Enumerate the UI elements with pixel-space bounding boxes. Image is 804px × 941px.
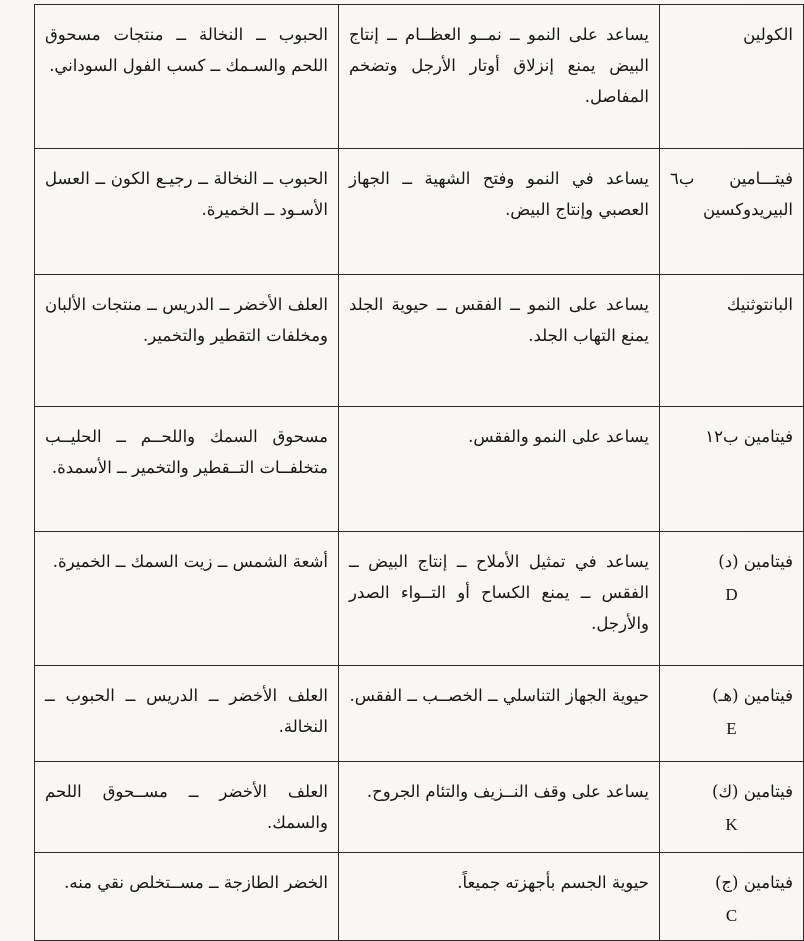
vitamin-name: فيتامين (ك) K	[660, 762, 804, 853]
vitamin-latin-letter: D	[725, 585, 738, 604]
vitamin-sources: العلف الأخضر ــ الدريس ــ الحبوب ــ النخالة.	[35, 666, 339, 762]
vitamin-function: يساعد على النمو ــ نمــو العظــام ــ إنتاج البيض يمنع إنزلاق أوتار الأرجل وتضخم المفاصل.	[339, 5, 660, 149]
vitamin-name: فيتامين ب١٢	[660, 407, 804, 532]
vitamin-sources: أشعة الشمس ــ زيت السمك ــ الخميرة.	[35, 532, 339, 666]
table-row	[35, 532, 804, 666]
vitamin-function: يساعد في تمثيل الأملاح ــ إنتاج البيض ــ الفقس ــ يمنع الكساح أو التــواء الصدر والأرجل.	[339, 532, 660, 666]
vitamin-sources: الحبوب ــ النخالة ــ رجيـع الكون ــ العسل الأسـود ــ الخميرة.	[35, 149, 339, 275]
table-row	[35, 666, 804, 762]
vitamin-name: فيتامين (هـ) E	[660, 666, 804, 762]
vitamin-function: يساعد على وقف النــزيف والتئام الجروح.	[339, 762, 660, 853]
vitamin-sources: الحبوب ــ النخالة ــ منتجات مسحوق اللحم والسـمك ــ كسب الفول السوداني.	[35, 5, 339, 149]
vitamin-function: حيوية الجهاز التناسلي ــ الخصــب ــ الفقس.	[339, 666, 660, 762]
vitamin-table	[34, 4, 804, 941]
vitamin-name: الكولين	[660, 5, 804, 149]
vitamin-name: البانتوثنيك	[660, 275, 804, 407]
vitamin-function: يساعد في النمو وفتح الشهية ــ الجهاز العصبي وإنتاج البيض.	[339, 149, 660, 275]
vitamin-sources: مسحوق السمك واللحــم ــ الحليــب متخلفــات التــقطير والتخمير ــ الأسمدة.	[35, 407, 339, 532]
table-row	[35, 762, 804, 853]
vitamin-name: فيتامين (د) D	[660, 532, 804, 666]
vitamin-latin-letter: K	[725, 815, 738, 834]
table-row	[35, 275, 804, 407]
vitamin-latin-letter: E	[726, 719, 737, 738]
table-row	[35, 149, 804, 275]
vitamin-name: فيتامين (ج) C	[660, 853, 804, 941]
vitamin-sources: الخضر الطازجة ــ مســتخلص نقي منه.	[35, 853, 339, 941]
table-row	[35, 853, 804, 941]
vitamin-function: حيوية الجسم بأجهزته جميعاً.	[339, 853, 660, 941]
vitamin-sources: العلف الأخضر ــ مســحوق اللحم والسمك.	[35, 762, 339, 853]
vitamin-name: فيتـــامين ب٦ البيريدوكسين	[660, 149, 804, 275]
vitamin-sources: العلف الأخضر ــ الدريس ــ منتجات الألبان ومخلفات التقطير والتخمير.	[35, 275, 339, 407]
vitamin-function: يساعد على النمو والفقس.	[339, 407, 660, 532]
vitamin-latin-letter: C	[725, 906, 738, 925]
vitamin-function: يساعد على النمو ــ الفقس ــ حيوية الجلد يمنع التهاب الجلد.	[339, 275, 660, 407]
table-row	[35, 407, 804, 532]
table-row	[35, 5, 804, 149]
